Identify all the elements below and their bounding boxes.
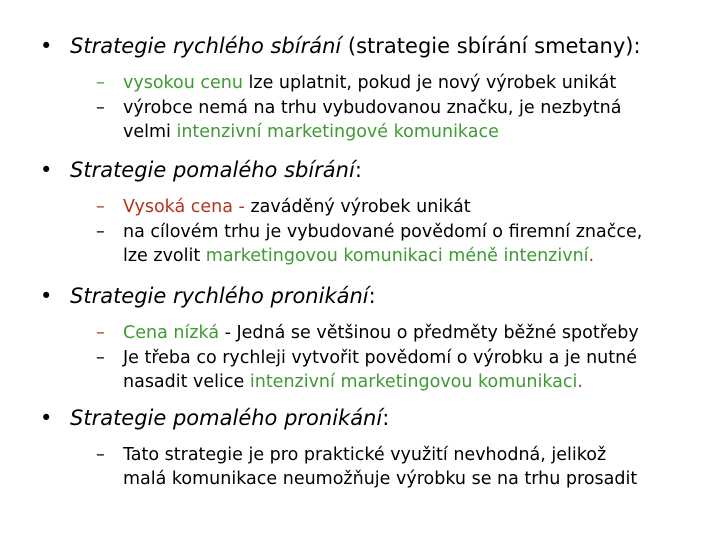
item-text-continued: nasadit velice (123, 372, 250, 392)
highlight-text: marketingovou komunikaci méně intenzivní (205, 246, 589, 266)
item-text: na cílovém trhu je vybudované povědomí o firemní značce, (123, 222, 643, 242)
list-item (96, 346, 710, 394)
heading-title: Strategie pomalého sbírání (70, 158, 355, 182)
highlight-text: intenzivní marketingovou komunikaci (249, 372, 578, 392)
section-rychle-pronikani (30, 282, 710, 394)
highlight-text: Cena nízká (123, 323, 220, 343)
period-mark: . (577, 372, 583, 392)
dash-icon: – (96, 445, 105, 465)
heading-suffix: : (368, 284, 376, 308)
section-rychle-sbirani (30, 32, 710, 144)
item-text: - Jedná se většinou o předměty běžné spotřeby (219, 323, 639, 343)
item-text: zaváděný výrobek unikát (250, 197, 471, 217)
heading-suffix: : (354, 158, 362, 182)
list-item (96, 321, 710, 345)
dash-icon: – (96, 348, 105, 368)
period-mark: . (588, 246, 595, 266)
item-text: výrobce nemá na trhu vybudovanou značku, je nezbytná (123, 98, 622, 118)
list-item (96, 71, 710, 95)
list-item (96, 195, 710, 219)
dash-icon: – (96, 222, 105, 242)
dash-icon: – (96, 197, 105, 217)
bullet-icon: • (40, 158, 53, 182)
dash-icon: – (96, 323, 105, 343)
item-text: Tato strategie je pro praktické využití nevhodná, jelikož (123, 445, 607, 465)
dash-icon: – (96, 98, 105, 118)
bullet-icon: • (40, 34, 53, 58)
heading-suffix: (strategie sbírání smetany): (341, 34, 641, 58)
section-pomale-pronikani (30, 404, 710, 491)
item-text-continued: lze zvolit (123, 246, 206, 266)
item-text: Je třeba co rychleji vytvořit povědomí o výrobku a je nutné (123, 348, 637, 368)
heading-strategie-rychleho-pronikani (30, 282, 710, 310)
highlight-text: Vysoká cena - (123, 197, 251, 217)
item-text: lze uplatnit, pokud je nový výrobek unikát (242, 73, 617, 93)
dash-icon: – (96, 73, 105, 93)
section-pomale-sbirani (30, 156, 710, 268)
bullet-icon: • (40, 284, 53, 308)
heading-title: Strategie pomalého pronikání (70, 406, 383, 430)
list-item (96, 220, 710, 268)
heading-title: Strategie rychlého sbírání (70, 34, 342, 58)
heading-title: Strategie rychlého pronikání (70, 284, 369, 308)
bullet-icon: • (40, 406, 53, 430)
highlight-text: intenzivní marketingové komunikace (176, 122, 499, 142)
heading-strategie-pomaleho-sbirani (30, 156, 710, 184)
list-item (96, 96, 710, 144)
highlight-text: vysokou cenu (123, 73, 243, 93)
item-text-continued: velmi (123, 122, 177, 142)
heading-strategie-rychleho-sbirani (30, 32, 710, 60)
list-item (96, 443, 710, 491)
heading-suffix: : (382, 406, 390, 430)
item-text-continued: malá komunikace neumožňuje výrobku se na trhu prosadit (123, 469, 638, 489)
heading-strategie-pomaleho-pronikani (30, 404, 710, 432)
